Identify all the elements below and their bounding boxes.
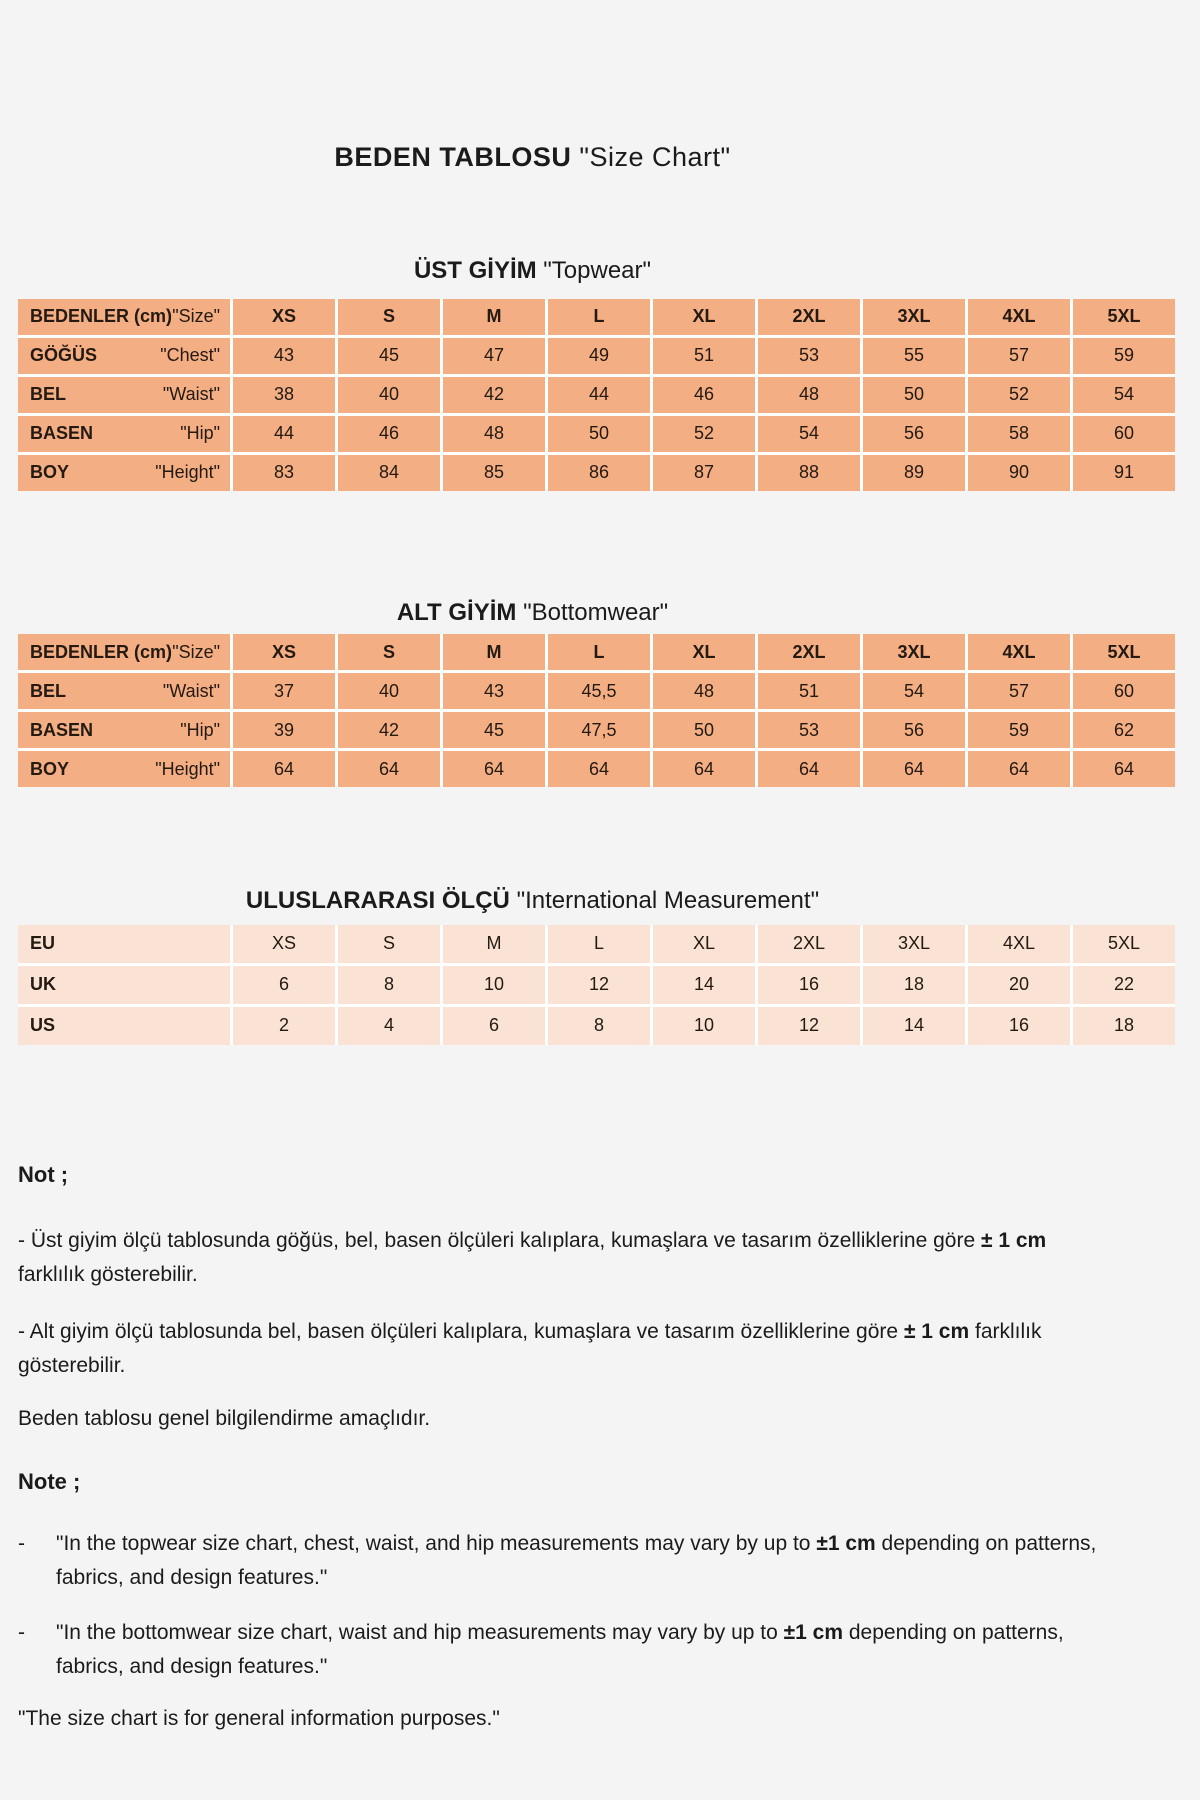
- value-cell: 4XL: [968, 634, 1070, 670]
- value-cell: 5XL: [1073, 634, 1175, 670]
- value-cell: 64: [863, 751, 965, 787]
- value-cell: 45: [338, 338, 440, 374]
- note-bullet-bottomwear-en: [18, 1616, 1183, 1683]
- value-cell: 43: [233, 338, 335, 374]
- row-label-en: "Hip": [180, 423, 220, 444]
- value-cell: 5XL: [1073, 299, 1175, 335]
- value-cell: 59: [1073, 338, 1175, 374]
- value-cell: 91: [1073, 455, 1175, 491]
- value-cell: 8: [338, 966, 440, 1004]
- note-bold-tolerance: ±1 cm: [816, 1532, 876, 1556]
- value-cell: 8: [548, 1007, 650, 1045]
- value-cell: 4XL: [968, 299, 1070, 335]
- note-text: farklılık gösterebilir.: [18, 1320, 1042, 1377]
- value-cell: 48: [653, 673, 755, 709]
- value-cell: 38: [233, 377, 335, 413]
- value-cell: 84: [338, 455, 440, 491]
- value-cell: 57: [968, 338, 1070, 374]
- note-bold-tolerance: ± 1 cm: [903, 1320, 970, 1344]
- value-cell: 64: [968, 751, 1070, 787]
- value-cell: 60: [1073, 416, 1175, 452]
- bullet-dash: -: [18, 1621, 25, 1645]
- section-heading-topwear-en: "Topwear": [543, 257, 652, 285]
- note-heading-en: Note ;: [18, 1468, 81, 1494]
- row-label-en: "Chest": [160, 345, 220, 366]
- value-cell: 83: [233, 455, 335, 491]
- value-cell: 2XL: [758, 925, 860, 963]
- row-label-tr: BOY: [30, 462, 70, 483]
- note-text: depending on patterns, fabrics, and design features.": [56, 1621, 1064, 1678]
- value-cell: XS: [233, 634, 335, 670]
- value-cell: 56: [863, 712, 965, 748]
- bottomwear-table: [18, 634, 1175, 787]
- value-cell: 3XL: [863, 299, 965, 335]
- row-label-en: "Size": [172, 306, 220, 327]
- international-table: [18, 925, 1175, 1045]
- note-bold-tolerance: ±1 cm: [783, 1621, 844, 1645]
- section-heading-topwear-tr: ÜST GİYİM: [413, 257, 537, 285]
- value-cell: 90: [968, 455, 1070, 491]
- row-label-tr: EU: [30, 933, 56, 954]
- page-title: [0, 142, 1065, 173]
- note-paragraph-bottomwear-tr: [18, 1315, 1058, 1382]
- value-cell: S: [338, 634, 440, 670]
- row-label-tr: BEL: [30, 384, 66, 405]
- bullet-text: [56, 1616, 1136, 1683]
- value-cell: 14: [863, 1007, 965, 1045]
- row-label-tr: BEDENLER (cm): [30, 306, 173, 327]
- value-cell: 37: [233, 673, 335, 709]
- value-cell: XS: [233, 299, 335, 335]
- value-cell: 64: [233, 751, 335, 787]
- value-cell: 50: [548, 416, 650, 452]
- value-cell: 4XL: [968, 925, 1070, 963]
- note-text: - Alt giyim ölçü tablosunda bel, basen ölçüleri kalıplara, kumaşlara ve tasarım özelliklerine göre: [18, 1320, 904, 1344]
- value-cell: 87: [653, 455, 755, 491]
- value-cell: 20: [968, 966, 1070, 1004]
- value-cell: 88: [758, 455, 860, 491]
- note-text: "In the topwear size chart, chest, waist, and hip measurements may vary by up to: [56, 1532, 817, 1556]
- value-cell: 12: [758, 1007, 860, 1045]
- row-label-cell: [18, 751, 230, 787]
- section-heading-bottomwear-en: "Bottomwear": [523, 598, 669, 626]
- value-cell: M: [443, 299, 545, 335]
- note-heading-tr: Not ;: [18, 1161, 69, 1187]
- value-cell: M: [443, 925, 545, 963]
- row-label-cell: [18, 634, 230, 670]
- value-cell: 53: [758, 712, 860, 748]
- topwear-table: [18, 299, 1175, 491]
- value-cell: 40: [338, 673, 440, 709]
- section-heading-international: [0, 887, 1065, 915]
- value-cell: 3XL: [863, 925, 965, 963]
- value-cell: 22: [1073, 966, 1175, 1004]
- value-cell: 54: [1073, 377, 1175, 413]
- row-label-en: "Waist": [162, 680, 220, 701]
- value-cell: XL: [653, 299, 755, 335]
- value-cell: L: [548, 634, 650, 670]
- value-cell: 52: [968, 377, 1070, 413]
- value-cell: 2: [233, 1007, 335, 1045]
- value-cell: 51: [653, 338, 755, 374]
- row-label-tr: BOY: [30, 758, 70, 779]
- page-title-quote: "Size Chart": [579, 142, 731, 172]
- value-cell: 53: [758, 338, 860, 374]
- value-cell: 52: [653, 416, 755, 452]
- value-cell: 85: [443, 455, 545, 491]
- value-cell: 62: [1073, 712, 1175, 748]
- value-cell: 12: [548, 966, 650, 1004]
- value-cell: 47: [443, 338, 545, 374]
- row-label-cell: [18, 712, 230, 748]
- row-label-tr: US: [30, 1015, 56, 1036]
- value-cell: S: [338, 299, 440, 335]
- section-heading-international-tr: ULUSLARARASI ÖLÇÜ: [245, 887, 510, 915]
- value-cell: 2XL: [758, 634, 860, 670]
- value-cell: 64: [653, 751, 755, 787]
- value-cell: 51: [758, 673, 860, 709]
- row-label-cell: [18, 455, 230, 491]
- row-label-cell: [18, 925, 230, 963]
- value-cell: 40: [338, 377, 440, 413]
- value-cell: 5XL: [1073, 925, 1175, 963]
- note-text: - Üst giyim ölçü tablosunda göğüs, bel, basen ölçüleri kalıplara, kumaşlara ve tasarım özelliklerine göre: [18, 1229, 981, 1253]
- value-cell: 57: [968, 673, 1070, 709]
- value-cell: 44: [233, 416, 335, 452]
- value-cell: 10: [653, 1007, 755, 1045]
- row-label-cell: [18, 338, 230, 374]
- value-cell: 42: [443, 377, 545, 413]
- value-cell: 58: [968, 416, 1070, 452]
- value-cell: L: [548, 925, 650, 963]
- row-label-cell: [18, 299, 230, 335]
- value-cell: 10: [443, 966, 545, 1004]
- value-cell: 42: [338, 712, 440, 748]
- row-label-tr: UK: [30, 974, 56, 995]
- value-cell: 16: [968, 1007, 1070, 1045]
- note-text: farklılık gösterebilir.: [18, 1262, 198, 1286]
- value-cell: 18: [863, 966, 965, 1004]
- row-label-en: "Size": [172, 641, 220, 662]
- value-cell: 64: [758, 751, 860, 787]
- value-cell: XS: [233, 925, 335, 963]
- section-heading-bottomwear: [0, 599, 1065, 627]
- note-paragraph-topwear-tr: [18, 1224, 1058, 1291]
- value-cell: XL: [653, 925, 755, 963]
- value-cell: 6: [233, 966, 335, 1004]
- value-cell: 6: [443, 1007, 545, 1045]
- value-cell: 45,5: [548, 673, 650, 709]
- value-cell: S: [338, 925, 440, 963]
- value-cell: 46: [338, 416, 440, 452]
- row-label-tr: BASEN: [30, 719, 94, 740]
- value-cell: 18: [1073, 1007, 1175, 1045]
- value-cell: 46: [653, 377, 755, 413]
- section-heading-international-en: "International Measurement": [516, 887, 820, 915]
- section-heading-bottomwear-tr: ALT GİYİM: [396, 598, 517, 626]
- row-label-tr: BEDENLER (cm): [30, 641, 173, 662]
- value-cell: 64: [1073, 751, 1175, 787]
- value-cell: 64: [338, 751, 440, 787]
- value-cell: 50: [653, 712, 755, 748]
- value-cell: 64: [548, 751, 650, 787]
- value-cell: 14: [653, 966, 755, 1004]
- notes-section: [18, 1157, 1183, 1735]
- value-cell: XL: [653, 634, 755, 670]
- value-cell: 48: [758, 377, 860, 413]
- row-label-en: "Waist": [162, 384, 220, 405]
- note-bullet-topwear-en: [18, 1527, 1183, 1594]
- section-heading-topwear: [0, 257, 1065, 285]
- value-cell: 54: [863, 673, 965, 709]
- note-footer-tr: Beden tablosu genel bilgilendirme amaçlıdır.: [18, 1407, 431, 1431]
- value-cell: 45: [443, 712, 545, 748]
- row-label-tr: BEL: [30, 680, 66, 701]
- row-label-tr: BASEN: [30, 423, 94, 444]
- row-label-en: "Height": [155, 758, 220, 779]
- note-bold-tolerance: ± 1 cm: [980, 1229, 1047, 1253]
- note-footer-en: "The size chart is for general information purposes.": [18, 1706, 500, 1730]
- value-cell: 49: [548, 338, 650, 374]
- value-cell: 44: [548, 377, 650, 413]
- value-cell: 4: [338, 1007, 440, 1045]
- value-cell: 56: [863, 416, 965, 452]
- value-cell: 89: [863, 455, 965, 491]
- value-cell: 39: [233, 712, 335, 748]
- value-cell: 55: [863, 338, 965, 374]
- value-cell: 2XL: [758, 299, 860, 335]
- bullet-text: [56, 1527, 1136, 1594]
- row-label-cell: [18, 1007, 230, 1045]
- row-label-cell: [18, 966, 230, 1004]
- value-cell: 64: [443, 751, 545, 787]
- value-cell: 48: [443, 416, 545, 452]
- row-label-en: "Height": [155, 462, 220, 483]
- value-cell: 16: [758, 966, 860, 1004]
- bullet-dash: -: [18, 1532, 25, 1556]
- note-text: "In the bottomwear size chart, waist and hip measurements may vary by up to: [56, 1621, 784, 1645]
- row-label-cell: [18, 377, 230, 413]
- row-label-cell: [18, 416, 230, 452]
- value-cell: 3XL: [863, 634, 965, 670]
- value-cell: 43: [443, 673, 545, 709]
- value-cell: L: [548, 299, 650, 335]
- value-cell: 47,5: [548, 712, 650, 748]
- value-cell: 50: [863, 377, 965, 413]
- note-text: depending on patterns, fabrics, and design features.": [56, 1532, 1097, 1589]
- value-cell: 60: [1073, 673, 1175, 709]
- value-cell: 59: [968, 712, 1070, 748]
- page-title-bold: BEDEN TABLOSU: [334, 142, 572, 172]
- row-label-tr: GÖĞÜS: [30, 345, 98, 366]
- row-label-en: "Hip": [180, 719, 220, 740]
- value-cell: M: [443, 634, 545, 670]
- value-cell: 86: [548, 455, 650, 491]
- row-label-cell: [18, 673, 230, 709]
- value-cell: 54: [758, 416, 860, 452]
